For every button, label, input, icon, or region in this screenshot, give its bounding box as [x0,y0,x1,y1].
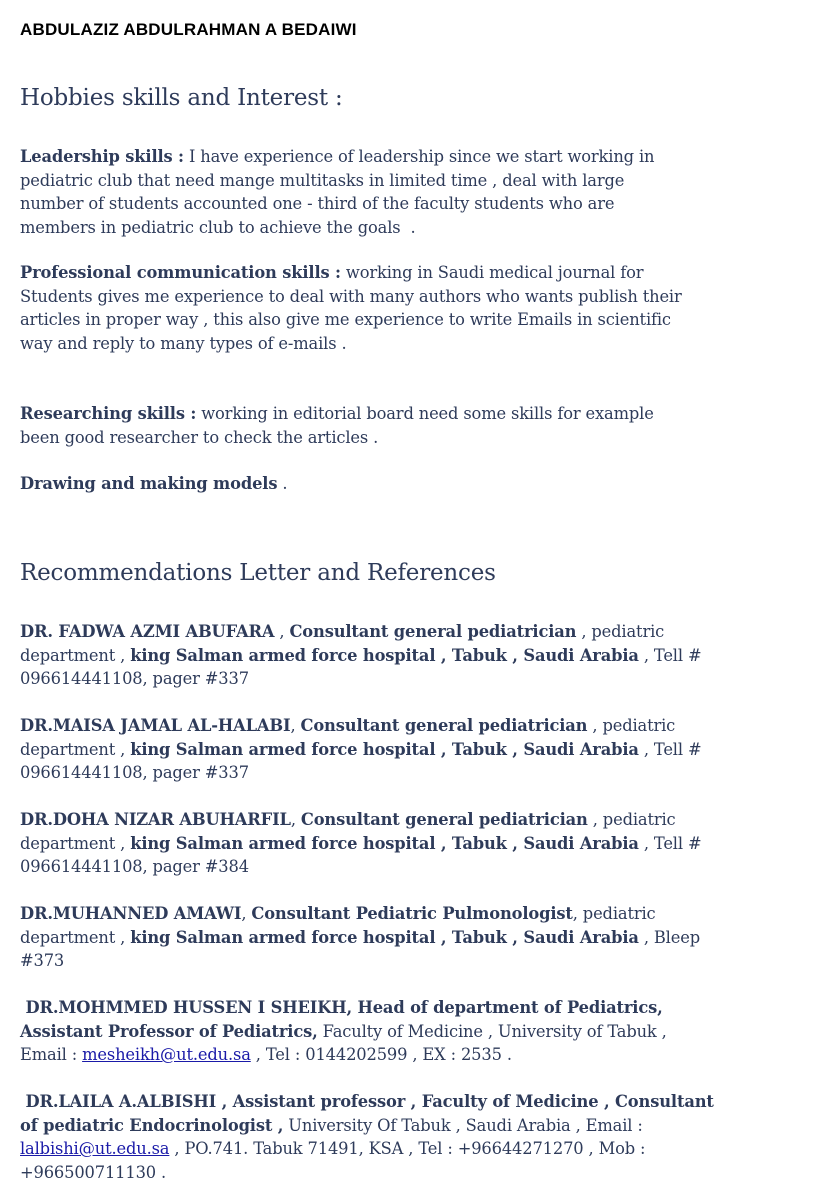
leadership-paragraph: Leadership skills : I have experience of leadership since we start working in pediatric club that need mange multitasks in limited time , deal with large number of students accounted one - third of the faculty students who are members in pediatric club to achieve the goals . [20,147,655,237]
document-author-name: ABDULAZIZ ABDULRAHMAN A BEDAIWI [20,20,357,39]
leadership-label: Leadership skills : [20,147,184,166]
research-paragraph: Researching skills : working in editorial board need some skills for example been good researcher to check the articles . [20,404,654,447]
reference-item: DR.MUHANNED AMAWI, Consultant Pediatric Pulmonologist, pediatric department , king Salman armed force hospital , Tabuk , Saudi Arabia , Bleep #373 [20,904,700,970]
drawing-label: Drawing and making models [20,474,278,493]
reference-item: DR.LAILA A.ALBISHI , Assistant professor , Faculty of Medicine , Consultant of pediatric Endocrinologist , University Of Tabuk , Saudi Arabia , Email : lalbishi@ut.edu.sa , PO.741. Tabuk 71491, KSA , Tel : +96644271270 , Mob : +966500711130 . [20,1092,714,1182]
reference-item: DR.MAISA JAMAL AL-HALABI, Consultant general pediatrician , pediatric department , king Salman armed force hospital , Tabuk , Saudi Arabia , Tell # 096614441108, pager #337 [20,716,702,782]
references-section-title: Recommendations Letter and References [20,560,496,586]
hobbies-section-title: Hobbies skills and Interest : [20,85,343,111]
reference-item: DR. FADWA AZMI ABUFARA , Consultant general pediatrician , pediatric department , king Salman armed force hospital , Tabuk , Saudi Arabia , Tell # 096614441108, pager #337 [20,622,702,688]
email-link[interactable]: lalbishi@ut.edu.sa [20,1139,170,1158]
research-label: Researching skills : [20,404,197,423]
reference-item: DR.MOHMMED HUSSEN I SHEIKH, Head of department of Pediatrics, Assistant Professor of Pediatrics, Faculty of Medicine , University of Tabuk , Email : mesheikh@ut.edu.sa , Tel : 0144202599 , EX : 2535 . [20,998,667,1064]
communication-paragraph: Professional communication skills : working in Saudi medical journal for Students gives me experience to deal with many authors who wants publish their articles in proper way , this also give me experience to write Emails in scientific way and reply to many types of e-mails . [20,263,682,353]
drawing-paragraph: Drawing and making models . [20,474,288,493]
email-link[interactable]: mesheikh@ut.edu.sa [82,1045,251,1064]
reference-item: DR.DOHA NIZAR ABUHARFIL, Consultant general pediatrician , pediatric department , king Salman armed force hospital , Tabuk , Saudi Arabia , Tell # 096614441108, pager #384 [20,810,702,876]
communication-label: Professional communication skills : [20,263,341,282]
